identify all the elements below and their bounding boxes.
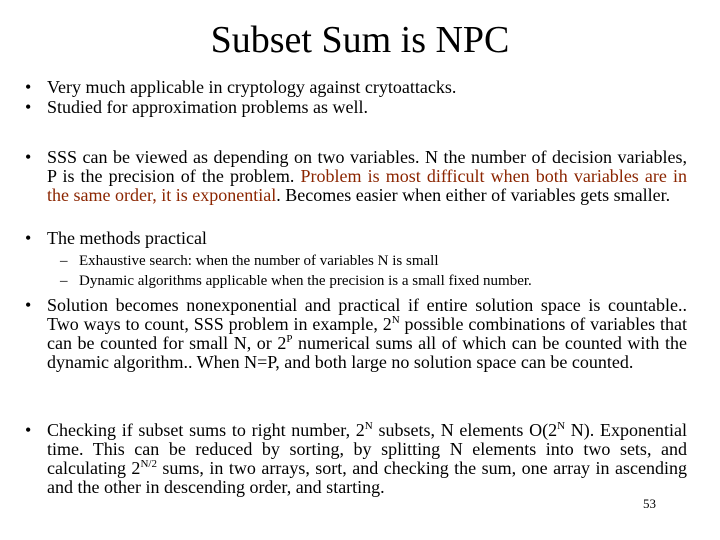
bullet-dot: • xyxy=(25,147,32,167)
bullet-text-part: sums, in two arrays, sort, and checking the sum, one array in ascending and the other in descending order, and starting. xyxy=(47,458,687,497)
highlighted-text: Problem is most difficult when both variables are in the same order, it is exponential xyxy=(47,166,687,205)
superscript: P xyxy=(286,333,293,345)
bullet-text-part: numerical sums all of which can be counted with the dynamic algorithm.. When N=P, and both large no solution space can be counted. xyxy=(47,333,687,372)
superscript: N/2 xyxy=(140,458,157,470)
bullet-text-part: N). Exponential time. This can be reduced by sorting, by splitting N elements into two sets, and calculating 2 xyxy=(47,420,687,478)
bullet-text-part: subsets, N elements O(2 xyxy=(372,420,558,440)
bullet-text-part: Checking if subset sums to right number, 2 xyxy=(47,420,365,440)
bullet-text-part: SSS can be viewed as depending on two variables. N the number of decision variables, P is the precision of the problem. xyxy=(47,147,687,186)
bullet-dot: • xyxy=(25,97,32,117)
superscript: N xyxy=(364,420,373,432)
superscript: N xyxy=(557,420,566,432)
bullet-text: Studied for approximation problems as well. xyxy=(47,97,368,117)
sub-bullet-text: Exhaustive search: when the number of variables N is small xyxy=(79,253,439,269)
bullet-dot: • xyxy=(25,228,32,248)
superscript: N xyxy=(391,314,400,326)
sub-bullet-dash: – xyxy=(60,253,68,269)
bullet-text xyxy=(47,421,687,497)
bullet-text: The methods practical xyxy=(47,228,207,248)
bullet-text xyxy=(47,148,687,205)
bullet-dot: • xyxy=(25,77,32,97)
bullet-text-part: Solution becomes nonexponential and practical if entire solution space is countable.. Two ways to count, SSS problem in example, 2 xyxy=(47,295,687,334)
sub-bullet-dash: – xyxy=(60,273,68,289)
bullet-text-part: . Becomes easier when either of variables gets smaller. xyxy=(276,185,671,205)
bullet-text: Very much applicable in cryptology against crytoattacks. xyxy=(47,77,457,97)
bullet-text-part: possible combinations of variables that can be counted for small N, or 2 xyxy=(47,314,687,353)
page-number: 53 xyxy=(643,496,656,511)
bullet-dot: • xyxy=(25,420,32,440)
bullet-dot: • xyxy=(25,295,32,315)
sub-bullet-text: Dynamic algorithms applicable when the precision is a small fixed number. xyxy=(79,273,532,289)
bullet-text xyxy=(47,296,687,372)
slide-title: Subset Sum is NPC xyxy=(210,19,510,61)
